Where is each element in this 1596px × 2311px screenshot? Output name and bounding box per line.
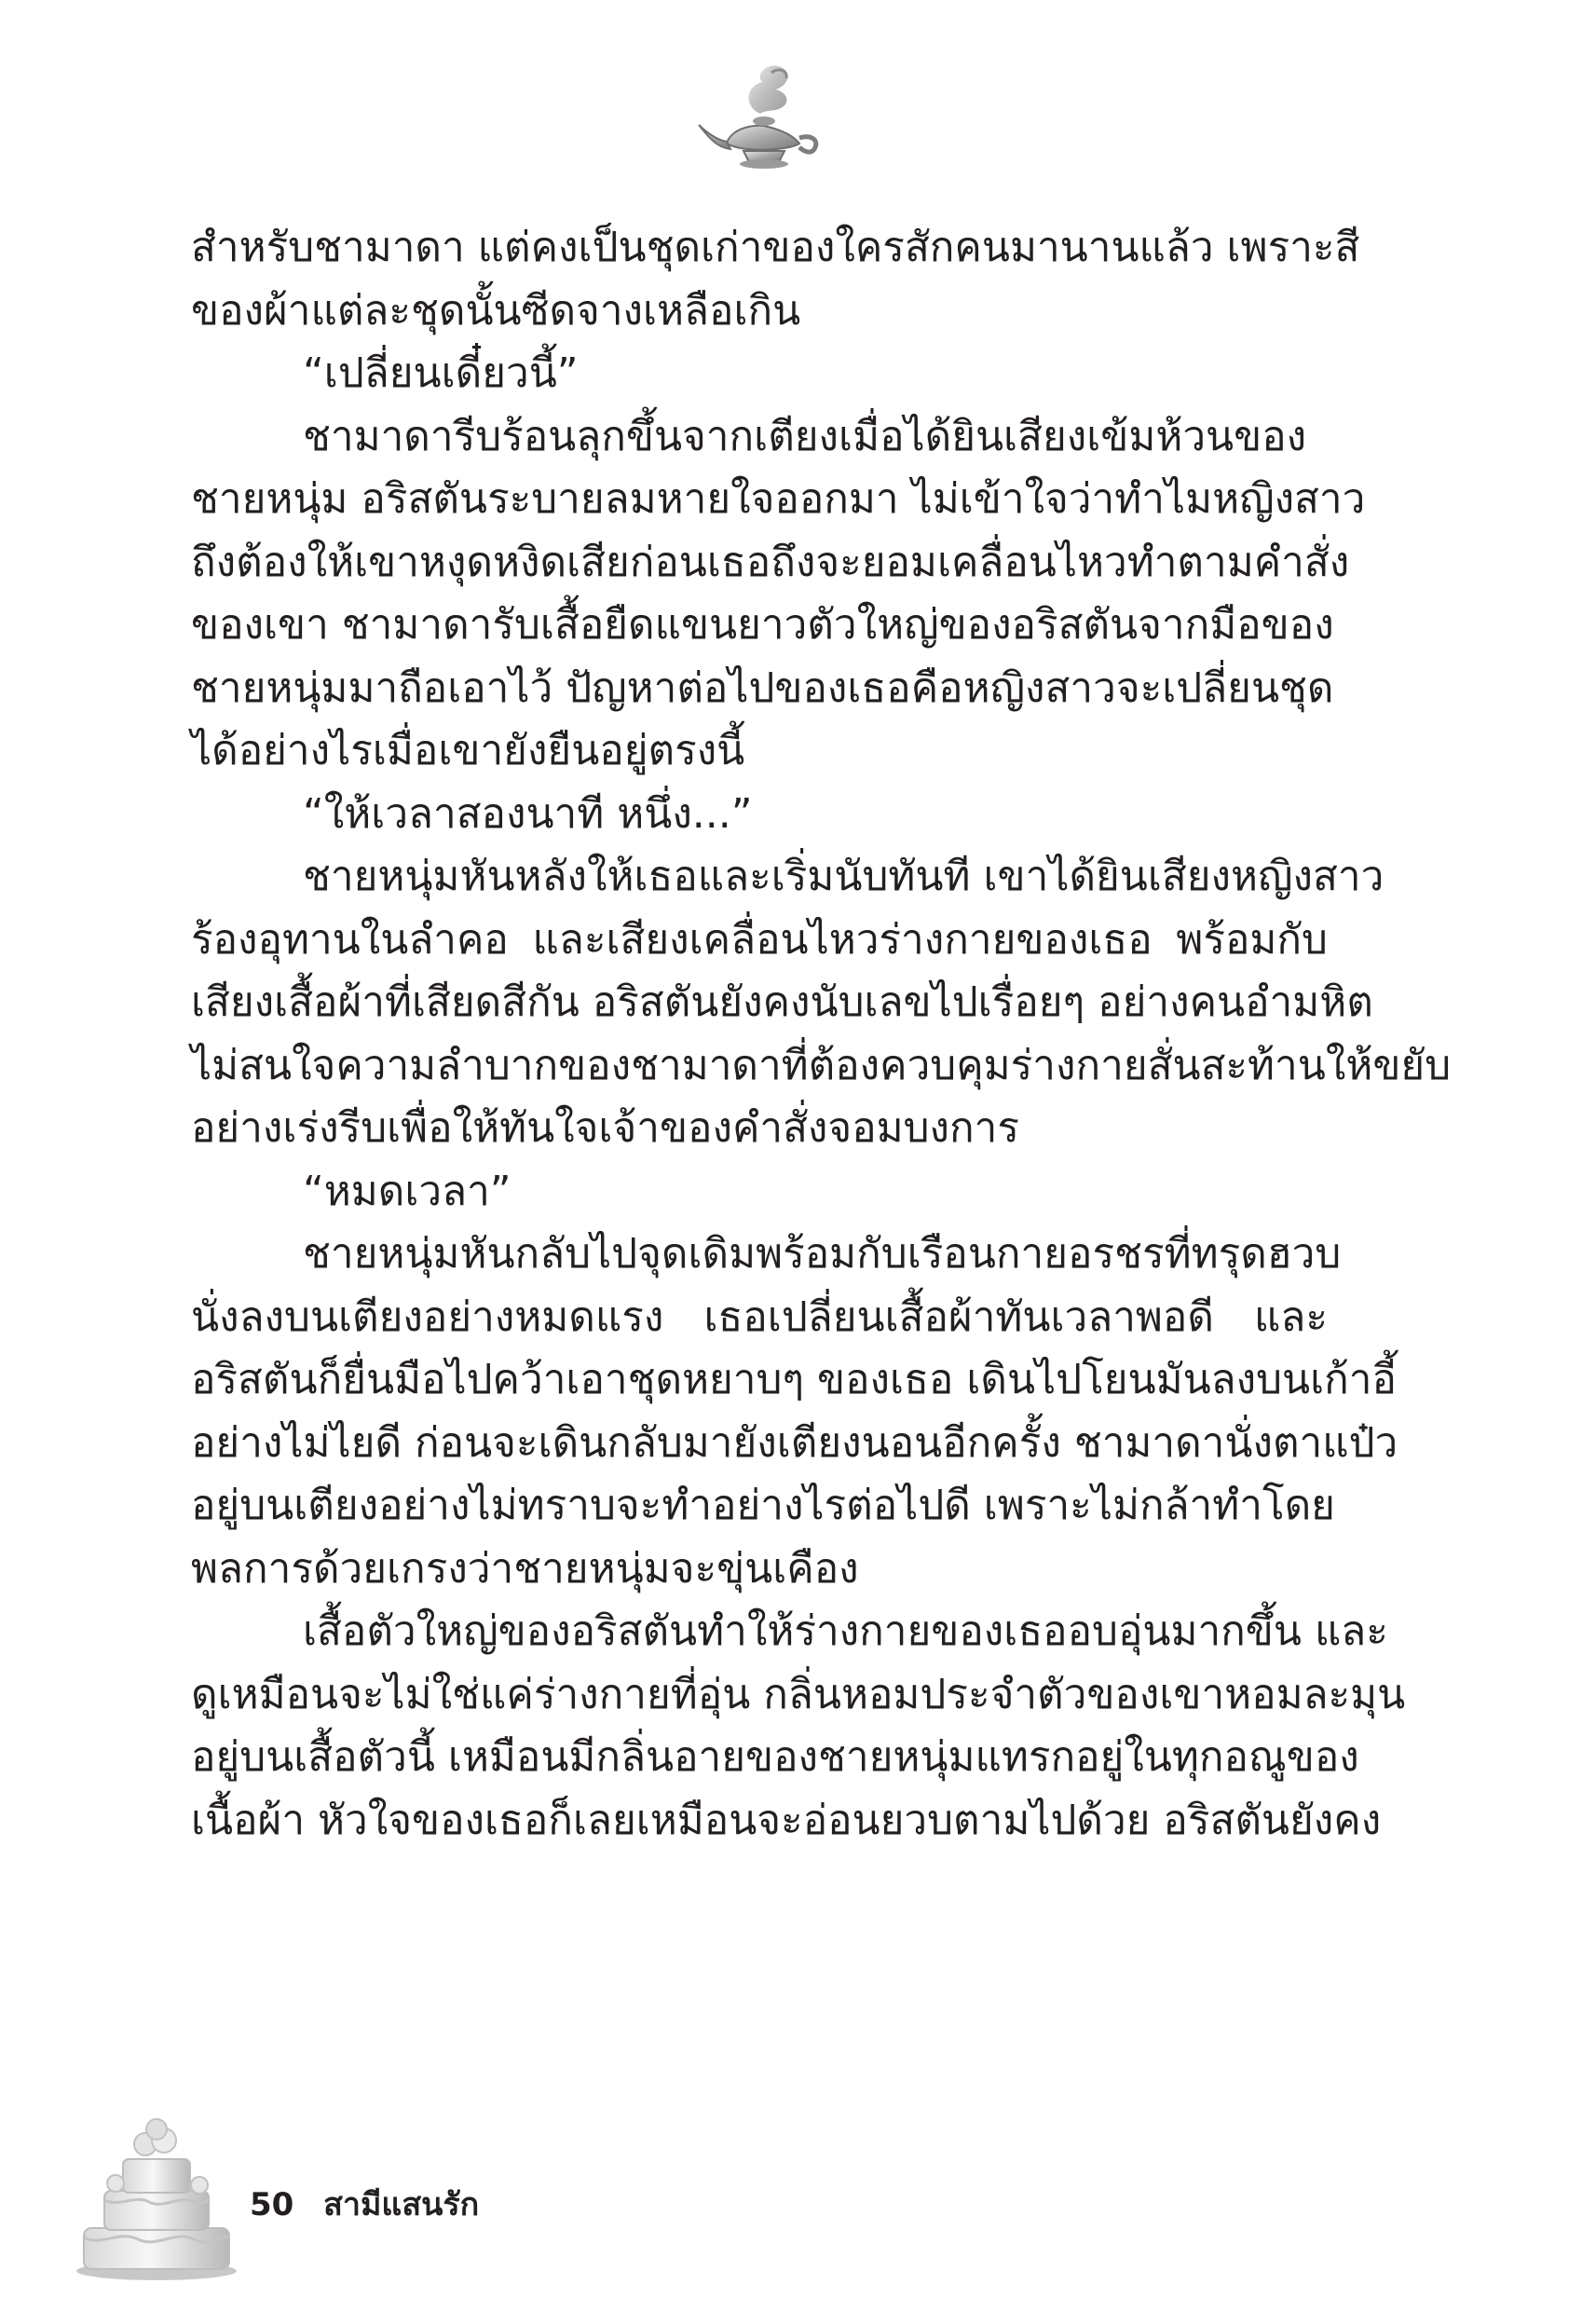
text-line: ร้องอุทานในลำคอ และเสียงเคลื่อนไหวร่างกายของเธอ พร้อมกับ bbox=[191, 915, 1328, 964]
text-line: พลการด้วยเกรงว่าชายหนุ่มจะขุ่นเคือง bbox=[191, 1544, 859, 1593]
text-line: เนื้อผ้า หัวใจของเธอก็เลยเหมือนจะอ่อนยวบตามไปด้วย อริสตันยังคง bbox=[191, 1796, 1382, 1844]
text-line: อย่างเร่งรีบเพื่อให้ทันใจเจ้าของคำสั่งจอมบงการ bbox=[191, 1104, 1020, 1152]
text-line: ชายหนุ่มหันกลับไปจุดเดิมพร้อมกับเรือนกายอรชรที่ทรุดฮวบ bbox=[303, 1230, 1342, 1278]
text-line: “หมดเวลา” bbox=[303, 1167, 512, 1215]
text-line: ไม่สนใจความลำบากของชามาดาที่ต้องควบคุมร่างกายสั่นสะท้านให้ขยับ bbox=[191, 1041, 1452, 1089]
text-line: สำหรับชามาดา แต่คงเป็นชุดเก่าของใครสักคนมานานแล้ว เพราะสี bbox=[191, 224, 1360, 271]
text-line: ของผ้าแต่ละชุดนั้นซีดจางเหลือเกิน bbox=[191, 286, 801, 335]
text-line: เสียงเสื้อผ้าที่เสียดสีกัน อริสตันยังคงนับเลขไปเรื่อยๆ อย่างคนอำมหิต bbox=[191, 978, 1373, 1026]
wedding-cake-icon bbox=[73, 2111, 240, 2283]
text-line: ชามาดารีบร้อนลุกขึ้นจากเตียงเมื่อได้ยินเสียงเข้มห้วนของ bbox=[303, 412, 1307, 460]
text-line: ชายหนุ่ม อริสตันระบายลมหายใจออกมา ไม่เข้าใจว่าทำไมหญิงสาว bbox=[191, 475, 1366, 523]
body-text bbox=[191, 216, 1452, 1852]
text-line: อยู่บนเสื้อตัวนี้ เหมือนมีกลิ่นอายของชายหนุ่มแทรกอยู่ในทุกอณูของ bbox=[191, 1733, 1359, 1781]
text-line: ชายหนุ่มหันหลังให้เธอและเริ่มนับทันที เขาได้ยินเสียงหญิงสาว bbox=[303, 853, 1385, 900]
text-line: “เปลี่ยนเดี๋ยวนี้” bbox=[303, 349, 579, 397]
text-line: อยู่บนเตียงอย่างไม่ทราบจะทำอย่างไรต่อไปดี เพราะไม่กล้าทำโดย bbox=[191, 1482, 1335, 1529]
text-line: อย่างไม่ไยดี ก่อนจะเดินกลับมายังเตียงนอนอีกครั้ง ชามาดานั่งตาแป๋ว bbox=[191, 1418, 1398, 1467]
text-line: เสื้อตัวใหญ่ของอริสตันทำให้ร่างกายของเธออบอุ่นมากขึ้น และ bbox=[303, 1607, 1388, 1655]
page-footer bbox=[250, 2179, 479, 2229]
text-line: ดูเหมือนจะไม่ใช่แค่ร่างกายที่อุ่น กลิ่นหอมประจำตัวของเขาหอมละมุน bbox=[191, 1670, 1406, 1718]
genie-lamp-icon bbox=[689, 54, 829, 194]
text-line: ของเขา ชามาดารับเสื้อยืดแขนยาวตัวใหญ่ของอริสตันจากมือของ bbox=[191, 601, 1334, 649]
page-number: 50 bbox=[250, 2186, 294, 2223]
text-line: อริสตันก็ยื่นมือไปคว้าเอาชุดหยาบๆ ของเธอ เดินไปโยนมันลงบนเก้าอี้ bbox=[191, 1356, 1397, 1403]
text-line: นั่งลงบนเตียงอย่างหมดแรง เธอเปลี่ยนเสื้อผ้าทันเวลาพอดี และ bbox=[191, 1292, 1328, 1341]
book-title: สามีแสนรัก bbox=[323, 2186, 480, 2223]
text-line: ได้อย่างไรเมื่อเขายังยืนอยู่ตรงนี้ bbox=[191, 727, 745, 774]
text-line: ชายหนุ่มมาถือเอาไว้ ปัญหาต่อไปของเธอคือหญิงสาวจะเปลี่ยนชุด bbox=[191, 663, 1334, 712]
text-line: “ให้เวลาสองนาที หนึ่ง...” bbox=[303, 789, 753, 838]
text-line: ถึงต้องให้เขาหงุดหงิดเสียก่อนเธอถึงจะยอมเคลื่อนไหวทำตามคำสั่ง bbox=[191, 538, 1350, 586]
